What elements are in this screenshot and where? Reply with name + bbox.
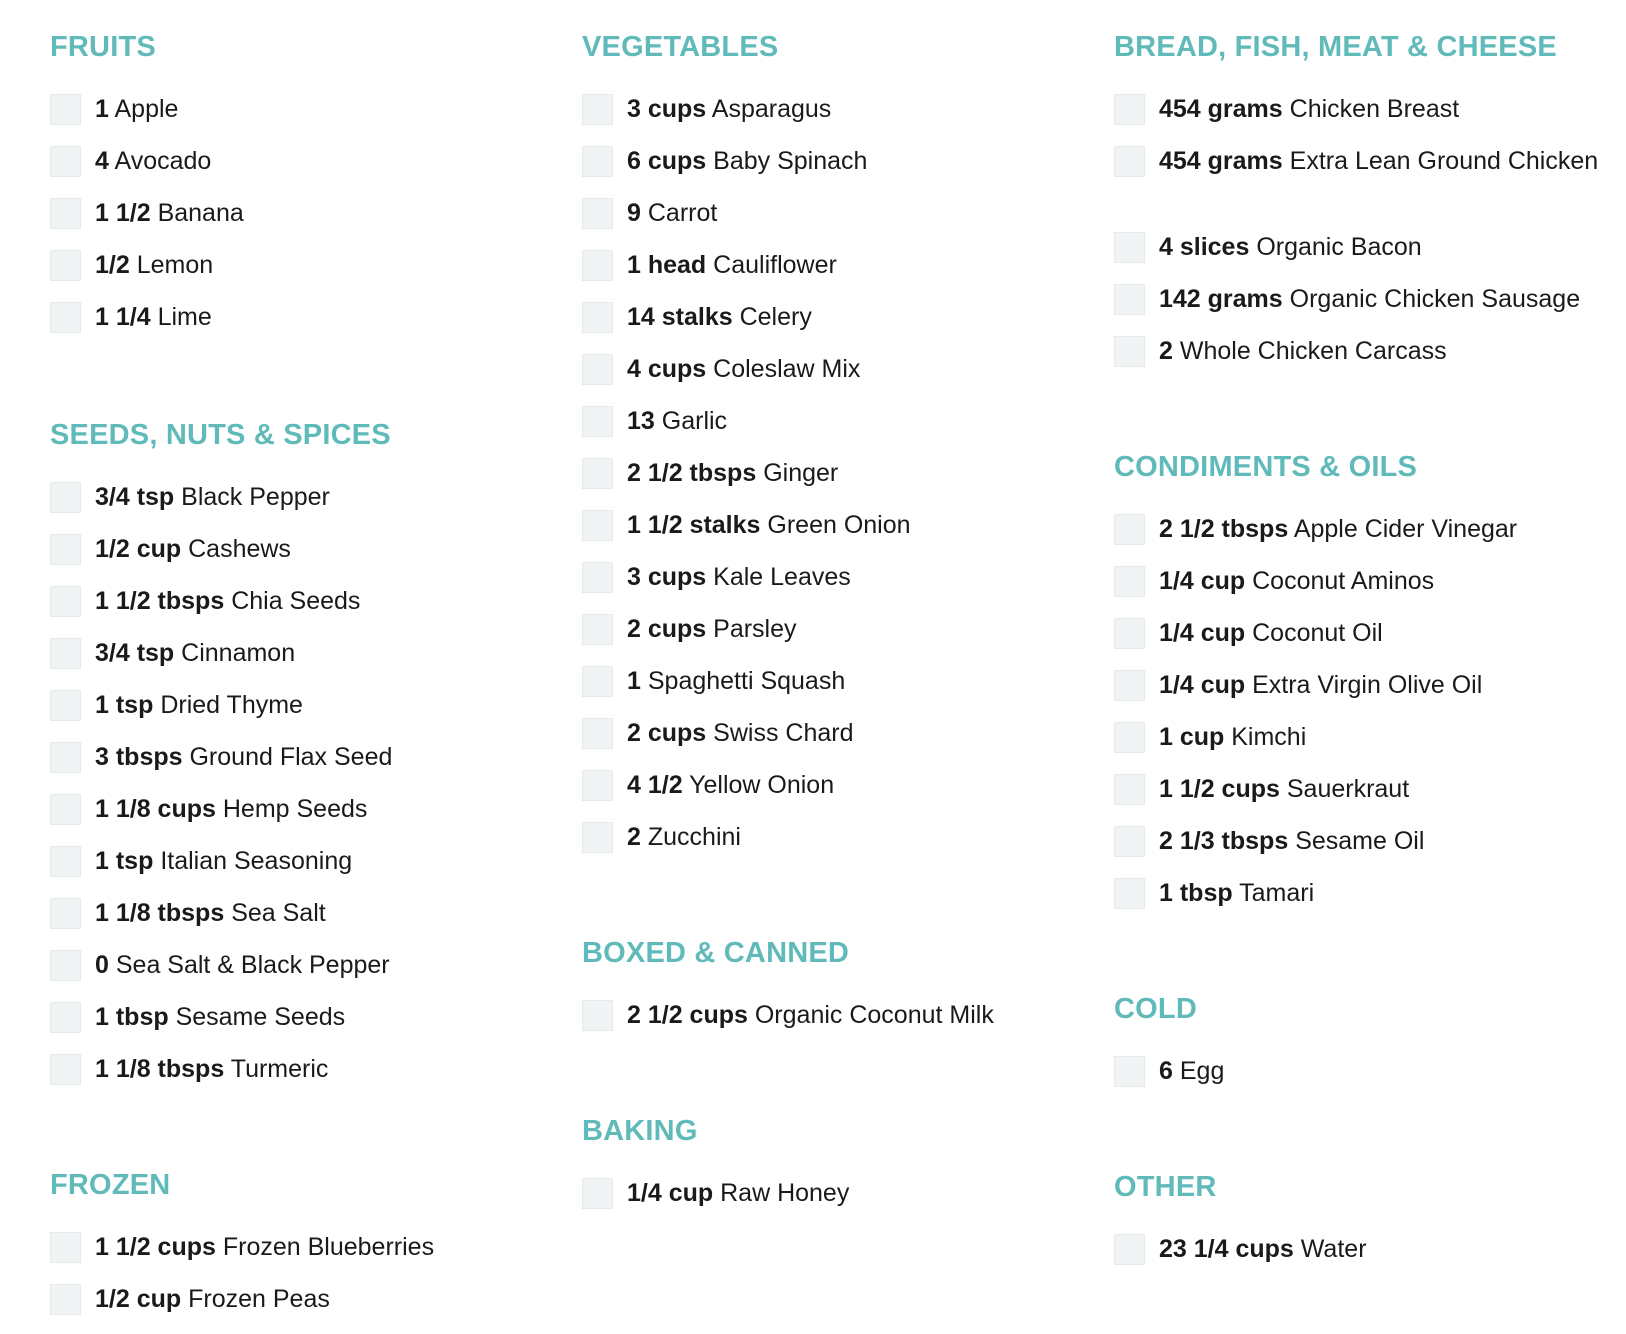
- item-checkbox[interactable]: [582, 822, 613, 853]
- item-list: [50, 454, 530, 1104]
- item-quantity: 1/4 cup: [1159, 619, 1246, 647]
- item-checkbox[interactable]: [1114, 774, 1145, 805]
- item-quantity: 2: [627, 823, 641, 851]
- item-label: [1159, 230, 1422, 265]
- item-label: [95, 896, 326, 931]
- item-quantity: 13: [627, 407, 655, 435]
- list-item: [50, 1000, 530, 1052]
- item-quantity: 1: [95, 95, 109, 123]
- item-name: Sea Salt: [231, 899, 326, 927]
- list-item: [50, 248, 530, 300]
- item-checkbox[interactable]: [582, 1178, 613, 1209]
- list-item: [50, 584, 530, 636]
- item-quantity: 1/4 cup: [627, 1179, 714, 1207]
- item-label: [1159, 876, 1314, 911]
- item-label: [95, 636, 295, 671]
- item-label: [95, 948, 390, 983]
- item-label: [1159, 668, 1482, 703]
- item-name: Parsley: [713, 615, 797, 643]
- item-quantity: 2 cups: [627, 615, 707, 643]
- item-label: [95, 1282, 330, 1317]
- item-name: Extra Lean Ground Chicken: [1289, 147, 1599, 175]
- item-quantity: 3 cups: [627, 95, 707, 123]
- item-checkbox[interactable]: [50, 94, 81, 125]
- item-name: Apple: [114, 95, 179, 123]
- item-name: Tamari: [1239, 879, 1315, 907]
- item-quantity: 0: [95, 951, 109, 979]
- list-item: [50, 92, 530, 144]
- item-checkbox[interactable]: [1114, 1234, 1145, 1265]
- item-label: [627, 1176, 849, 1211]
- item-label: [95, 740, 392, 775]
- section-title: VEGETABLES: [582, 31, 779, 63]
- item-quantity: 1 1/8 tbsps: [95, 899, 225, 927]
- item-checkbox[interactable]: [582, 302, 613, 333]
- list-item: [1114, 1232, 1614, 1284]
- item-label: [1159, 616, 1383, 651]
- list-item: [1114, 668, 1614, 720]
- item-label: [627, 612, 797, 647]
- item-label: [627, 768, 834, 803]
- item-name: Coconut Oil: [1252, 619, 1383, 647]
- item-quantity: 1 1/2: [95, 199, 151, 227]
- item-quantity: 1/2 cup: [95, 535, 182, 563]
- list-item: [582, 196, 1062, 248]
- list-item: [1114, 720, 1614, 772]
- item-label: [1159, 92, 1459, 127]
- item-checkbox[interactable]: [50, 794, 81, 825]
- item-checkbox[interactable]: [50, 482, 81, 513]
- item-label: [627, 248, 837, 283]
- item-quantity: 1 tsp: [95, 691, 154, 719]
- item-checkbox[interactable]: [50, 1232, 81, 1263]
- item-quantity: 1 1/4: [95, 303, 151, 331]
- item-checkbox[interactable]: [582, 1000, 613, 1031]
- item-name: Lemon: [136, 251, 214, 279]
- list-item: [50, 896, 530, 948]
- item-name: Baby Spinach: [713, 147, 868, 175]
- item-checkbox[interactable]: [50, 742, 81, 773]
- item-quantity: 9: [627, 199, 641, 227]
- list-item: [1114, 824, 1614, 876]
- item-label: [1159, 772, 1409, 807]
- list-item: [50, 300, 530, 352]
- section-fruits: [50, 0, 530, 352]
- item-list: [50, 1204, 530, 1334]
- item-quantity: 6: [1159, 1057, 1173, 1085]
- item-label: [1159, 1232, 1367, 1267]
- list-item: [582, 820, 1062, 872]
- item-checkbox[interactable]: [50, 690, 81, 721]
- item-quantity: 1/4 cup: [1159, 671, 1246, 699]
- list-item: [582, 768, 1062, 820]
- item-name: Sesame Oil: [1295, 827, 1425, 855]
- list-item: [582, 404, 1062, 456]
- list-item: [582, 560, 1062, 612]
- item-list: [582, 1150, 1062, 1228]
- list-item: [1114, 1054, 1614, 1106]
- item-quantity: 3/4 tsp: [95, 639, 175, 667]
- item-quantity: 1 tbsp: [1159, 879, 1233, 907]
- item-checkbox[interactable]: [50, 586, 81, 617]
- list-item: [50, 196, 530, 248]
- item-list: [1114, 1206, 1614, 1284]
- item-label: [1159, 720, 1306, 755]
- list-item: [50, 532, 530, 584]
- section-condiments-oils: [1114, 420, 1614, 928]
- item-checkbox[interactable]: [50, 198, 81, 229]
- item-checkbox[interactable]: [50, 1284, 81, 1315]
- item-checkbox[interactable]: [582, 406, 613, 437]
- item-checkbox[interactable]: [582, 354, 613, 385]
- item-quantity: 1/2 cup: [95, 1285, 182, 1313]
- item-quantity: 454 grams: [1159, 95, 1283, 123]
- item-name: Swiss Chard: [713, 719, 854, 747]
- list-item: [50, 844, 530, 896]
- item-name: Chia Seeds: [231, 587, 361, 615]
- item-list: [1114, 486, 1614, 928]
- item-name: Sea Salt & Black Pepper: [115, 951, 390, 979]
- item-label: [95, 248, 213, 283]
- item-checkbox[interactable]: [582, 198, 613, 229]
- item-name: Spaghetti Squash: [647, 667, 846, 695]
- item-checkbox[interactable]: [1114, 284, 1145, 315]
- item-list: [582, 66, 1062, 872]
- list-item: [582, 508, 1062, 560]
- section-other: [1114, 1140, 1614, 1284]
- item-quantity: 1 1/2 cups: [95, 1233, 216, 1261]
- item-checkbox[interactable]: [50, 898, 81, 929]
- list-item: [582, 248, 1062, 300]
- section-title: BREAD, FISH, MEAT & CHEESE: [1114, 31, 1557, 63]
- item-checkbox[interactable]: [50, 302, 81, 333]
- item-name: Dried Thyme: [160, 691, 303, 719]
- item-quantity: 1: [627, 667, 641, 695]
- item-checkbox[interactable]: [50, 638, 81, 669]
- item-name: Turmeric: [230, 1055, 329, 1083]
- list-item: [582, 456, 1062, 508]
- item-checkbox[interactable]: [582, 718, 613, 749]
- item-name: Ginger: [763, 459, 839, 487]
- item-quantity: 4 1/2: [627, 771, 683, 799]
- list-item: [50, 480, 530, 532]
- item-name: Hemp Seeds: [222, 795, 368, 823]
- item-name: Frozen Blueberries: [222, 1233, 435, 1261]
- item-label: [95, 480, 330, 515]
- item-checkbox[interactable]: [50, 146, 81, 177]
- item-name: Extra Virgin Olive Oil: [1252, 671, 1483, 699]
- item-label: [627, 998, 994, 1033]
- item-name: Carrot: [647, 199, 718, 227]
- item-label: [95, 688, 303, 723]
- item-name: Frozen Peas: [188, 1285, 330, 1313]
- item-name: Cinnamon: [181, 639, 296, 667]
- item-label: [95, 1052, 328, 1087]
- section-cold: [1114, 962, 1614, 1106]
- item-label: [95, 1000, 345, 1035]
- item-name: Cauliflower: [713, 251, 837, 279]
- list-item: [50, 1230, 530, 1282]
- item-label: [1159, 144, 1598, 179]
- item-checkbox[interactable]: [50, 950, 81, 981]
- item-label: [95, 532, 291, 567]
- list-item: [1114, 616, 1614, 668]
- list-item: [50, 792, 530, 844]
- list-item: [582, 1176, 1062, 1228]
- item-label: [627, 196, 717, 231]
- item-name: Organic Coconut Milk: [754, 1001, 994, 1029]
- item-name: Chicken Breast: [1289, 95, 1460, 123]
- list-item: [50, 144, 530, 196]
- item-quantity: 1/2: [95, 251, 130, 279]
- list-item: [582, 352, 1062, 404]
- column-right: [1114, 0, 1614, 1284]
- list-item: [1114, 512, 1614, 564]
- item-checkbox[interactable]: [582, 770, 613, 801]
- item-name: Kale Leaves: [713, 563, 851, 591]
- item-name: Whole Chicken Carcass: [1179, 337, 1447, 365]
- item-checkbox[interactable]: [50, 1002, 81, 1033]
- list-item: [50, 740, 530, 792]
- item-quantity: 4 slices: [1159, 233, 1250, 261]
- item-label: [1159, 1054, 1224, 1089]
- item-list: [582, 972, 1062, 1050]
- section-title: CONDIMENTS & OILS: [1114, 451, 1418, 483]
- list-item: [582, 612, 1062, 664]
- item-name: Cashews: [188, 535, 291, 563]
- list-item: [50, 636, 530, 688]
- item-label: [1159, 512, 1517, 547]
- item-name: Organic Chicken Sausage: [1289, 285, 1581, 313]
- item-label: [95, 1230, 434, 1265]
- section-boxed-canned: [582, 906, 1062, 1050]
- item-checkbox[interactable]: [1114, 618, 1145, 649]
- item-list: [50, 66, 530, 352]
- item-name: Asparagus: [711, 95, 832, 123]
- item-quantity: 1/4 cup: [1159, 567, 1246, 595]
- item-checkbox[interactable]: [1114, 878, 1145, 909]
- item-checkbox[interactable]: [1114, 1056, 1145, 1087]
- item-checkbox[interactable]: [582, 562, 613, 593]
- section-vegetables: [582, 0, 1062, 872]
- item-label: [627, 352, 860, 387]
- item-quantity: 2 1/2 tbsps: [627, 459, 757, 487]
- item-name: Green Onion: [767, 511, 911, 539]
- list-item: [50, 948, 530, 1000]
- item-name: Garlic: [661, 407, 728, 435]
- item-name: Lime: [157, 303, 212, 331]
- item-label: [95, 92, 178, 127]
- item-label: [95, 196, 244, 231]
- item-checkbox[interactable]: [582, 94, 613, 125]
- item-name: Sesame Seeds: [175, 1003, 346, 1031]
- item-checkbox[interactable]: [1114, 146, 1145, 177]
- list-item: [50, 1282, 530, 1334]
- list-item: [1114, 282, 1614, 334]
- item-name: Banana: [157, 199, 244, 227]
- item-list: [1114, 66, 1614, 386]
- item-quantity: 3 tbsps: [95, 743, 183, 771]
- item-quantity: 1 cup: [1159, 723, 1225, 751]
- item-label: [1159, 334, 1447, 369]
- item-checkbox[interactable]: [1114, 232, 1145, 263]
- item-quantity: 1 1/2 cups: [1159, 775, 1280, 803]
- item-label: [627, 716, 853, 751]
- item-checkbox[interactable]: [582, 146, 613, 177]
- item-quantity: 1 1/8 cups: [95, 795, 216, 823]
- item-label: [627, 456, 838, 491]
- item-checkbox[interactable]: [582, 250, 613, 281]
- list-item: [582, 716, 1062, 768]
- item-label: [627, 92, 831, 127]
- item-quantity: 1 1/8 tbsps: [95, 1055, 225, 1083]
- list-item: [582, 144, 1062, 196]
- item-label: [1159, 824, 1424, 859]
- item-checkbox[interactable]: [1114, 336, 1145, 367]
- item-label: [1159, 282, 1580, 317]
- section-title: COLD: [1114, 993, 1197, 1025]
- item-name: Organic Bacon: [1256, 233, 1422, 261]
- item-checkbox[interactable]: [582, 614, 613, 645]
- section-seeds-nuts-spices: [50, 388, 530, 1104]
- item-quantity: 1 1/2 tbsps: [95, 587, 225, 615]
- list-item: [582, 664, 1062, 716]
- item-checkbox[interactable]: [50, 250, 81, 281]
- list-item: [1114, 92, 1614, 144]
- item-quantity: 142 grams: [1159, 285, 1283, 313]
- list-item: [1114, 230, 1614, 282]
- item-checkbox[interactable]: [1114, 826, 1145, 857]
- item-checkbox[interactable]: [582, 510, 613, 541]
- list-item: [582, 300, 1062, 352]
- item-quantity: 1 head: [627, 251, 707, 279]
- list-item: [1114, 144, 1614, 230]
- list-item: [50, 1052, 530, 1104]
- item-quantity: 454 grams: [1159, 147, 1283, 175]
- item-quantity: 14 stalks: [627, 303, 733, 331]
- item-label: [627, 560, 851, 595]
- item-name: Egg: [1179, 1057, 1225, 1085]
- item-checkbox[interactable]: [582, 666, 613, 697]
- item-checkbox[interactable]: [1114, 670, 1145, 701]
- item-label: [1159, 564, 1434, 599]
- item-quantity: 6 cups: [627, 147, 707, 175]
- item-quantity: 4: [95, 147, 109, 175]
- item-checkbox[interactable]: [50, 846, 81, 877]
- item-quantity: 3/4 tsp: [95, 483, 175, 511]
- item-label: [95, 144, 211, 179]
- section-frozen: [50, 1138, 530, 1334]
- item-label: [627, 404, 727, 439]
- item-quantity: 2 1/2 cups: [627, 1001, 748, 1029]
- item-quantity: 1 1/2 stalks: [627, 511, 761, 539]
- section-title: SEEDS, NUTS & SPICES: [50, 419, 391, 451]
- item-label: [627, 300, 812, 335]
- section-bread-fish-meat-cheese: [1114, 0, 1614, 386]
- item-name: Avocado: [114, 147, 212, 175]
- item-quantity: 23 1/4 cups: [1159, 1235, 1294, 1263]
- item-label: [95, 792, 367, 827]
- section-title: OTHER: [1114, 1171, 1217, 1203]
- item-checkbox[interactable]: [50, 534, 81, 565]
- list-item: [582, 92, 1062, 144]
- item-checkbox[interactable]: [1114, 566, 1145, 597]
- item-quantity: 2 1/2 tbsps: [1159, 515, 1289, 543]
- item-checkbox[interactable]: [1114, 514, 1145, 545]
- item-quantity: 3 cups: [627, 563, 707, 591]
- item-label: [627, 820, 741, 855]
- section-title: BAKING: [582, 1115, 698, 1147]
- item-name: Italian Seasoning: [160, 847, 353, 875]
- column-middle: [582, 0, 1062, 1228]
- item-quantity: 2: [1159, 337, 1173, 365]
- section-baking: [582, 1084, 1062, 1228]
- list-item: [1114, 772, 1614, 824]
- item-name: Coleslaw Mix: [713, 355, 861, 383]
- item-name: Zucchini: [647, 823, 741, 851]
- item-checkbox[interactable]: [582, 458, 613, 489]
- item-quantity: 1 tsp: [95, 847, 154, 875]
- item-quantity: 2 1/3 tbsps: [1159, 827, 1289, 855]
- section-title: FRUITS: [50, 31, 156, 63]
- item-name: Coconut Aminos: [1252, 567, 1435, 595]
- list-item: [50, 688, 530, 740]
- list-item: [1114, 876, 1614, 928]
- item-name: Celery: [739, 303, 812, 331]
- item-checkbox[interactable]: [1114, 722, 1145, 753]
- item-checkbox[interactable]: [1114, 94, 1145, 125]
- item-name: Apple Cider Vinegar: [1293, 515, 1518, 543]
- item-label: [95, 584, 360, 619]
- item-label: [95, 844, 352, 879]
- item-name: Yellow Onion: [689, 771, 835, 799]
- section-title: FROZEN: [50, 1169, 171, 1201]
- list-item: [582, 998, 1062, 1050]
- item-name: Water: [1300, 1235, 1367, 1263]
- item-list: [1114, 1028, 1614, 1106]
- item-quantity: 2 cups: [627, 719, 707, 747]
- item-quantity: 1 tbsp: [95, 1003, 169, 1031]
- column-left: [50, 0, 530, 1334]
- list-item: [1114, 564, 1614, 616]
- item-name: Sauerkraut: [1286, 775, 1410, 803]
- item-checkbox[interactable]: [50, 1054, 81, 1085]
- section-title: BOXED & CANNED: [582, 937, 850, 969]
- item-label: [627, 144, 867, 179]
- list-item: [1114, 334, 1614, 386]
- item-name: Ground Flax Seed: [189, 743, 393, 771]
- item-name: Raw Honey: [720, 1179, 850, 1207]
- item-name: Black Pepper: [181, 483, 330, 511]
- item-label: [627, 508, 911, 543]
- item-name: Kimchi: [1231, 723, 1307, 751]
- item-label: [627, 664, 845, 699]
- item-quantity: 4 cups: [627, 355, 707, 383]
- item-label: [95, 300, 212, 335]
